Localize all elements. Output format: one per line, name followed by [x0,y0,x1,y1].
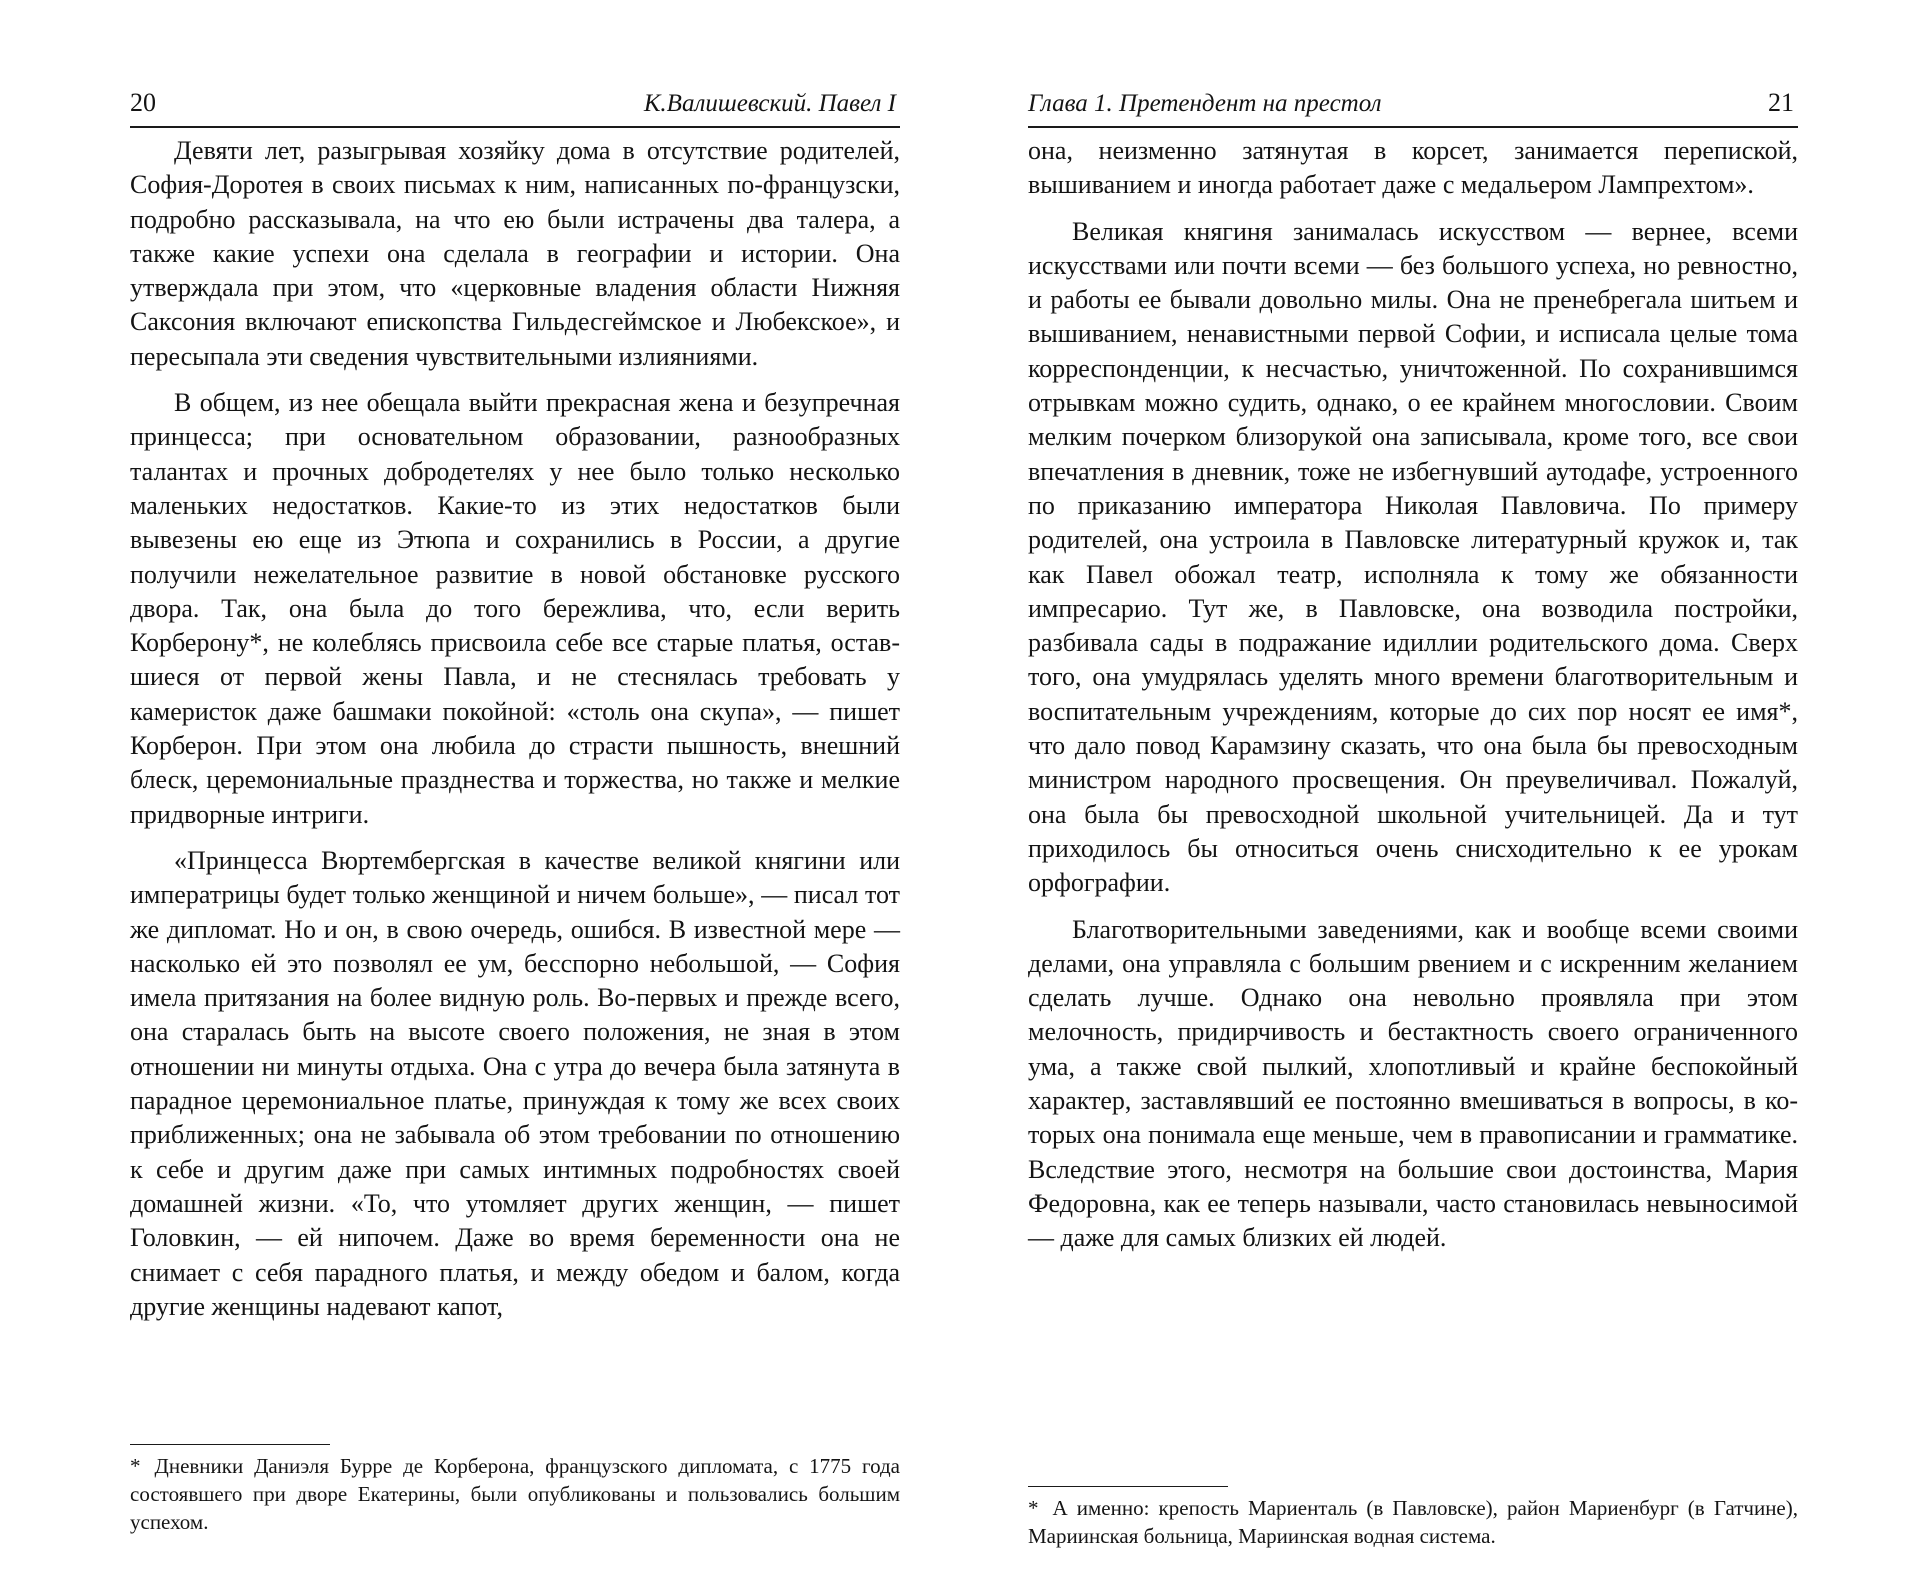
footnote-text: Дневники Даниэля Бурре де Корберона, французского дипломата, с 1775 года состоявшего при дворе Екатерины, были опубликованы и пользовались большим успехом. [130,1454,900,1534]
left-page-header [130,86,900,128]
footnote-mark: * [130,1454,141,1478]
left-page-body [130,134,900,1336]
running-head: Глава 1. Претендент на престол [1028,90,1382,117]
paragraph: Девяти лет, разыгрывая хозяйку дома в отсутствие родителей, София-Доротея в своих письмах к ним, написанных по-французски, подробно рассказывала, на что ею были истрачены два талера, а также какие успехи она сделала в географии и истории. Она утверждала при этом, что «церковные владения области Нижняя Саксония включают епископства Гильдесгеймское и Любекское», и пересыпала эти сведения чувствительными излияниями. [130,136,900,371]
footnote-mark: * [1028,1496,1039,1520]
paragraph: Благотворительными заведениями, как и вообще всеми своими делами, она управляла с большим рвением и с искренним желанием сделать лучше. Однако она невольно проявляла при этом мелочность, придирчивость и бестактность своего ограниченного ума, а также свой пылкий, хлопотливый и крайне беспокойный характер, заставлявший ее постоянно вмешиваться в вопросы, в которых она понимала еще меньше, чем в правописании и грамматике. Вследствие этого, несмотря на большие свои достоинства, Мария Федоровна, как ее теперь называли, часто становилась невыносимой — даже для самых близких ей людей. [1028,914,1798,1253]
footnote [1028,1494,1798,1550]
paragraph: В общем, из нее обещала выйти прекрасная жена и безупречная принцесса; при основательном образовании, разнообразных талантах и прочных добродетелях у нее было только несколько маленьких недостатков. Какие-то из этих недостатков были вывезены ею еще из Этюпа и сохранились в России, а другие получили нежелательное развитие в новой обстановке русского двора. Так, она была до того бережлива, что, если верить Корберону*, не колеблясь присвоила себе все старые платья, оставшиеся от первой жены Павла, и не стеснялась требовать у камеристок даже башмаки покойной: «столь она скупа», — пишет Корберон. При этом она любила до страсти пышность, внешний блеск, церемониальные празднества и торжества, но также и мелкие придворные интриги. [130,388,900,829]
footnote [130,1452,900,1536]
right-page-header [1028,86,1798,128]
page-number: 21 [1768,88,1794,117]
continued-paragraph: она, неизменно затянутая в корсет, занимается перепиской, вышиванием и иногда работает даже с медальером Лампрехтом». [1028,136,1798,200]
paragraph: «Принцесса Вюртембергская в качестве великой княгини или императрицы будет только женщиной и ничем больше», — писал тот же дипломат. Но и он, в свою очередь, ошибся. В известной мере — насколько ей это позволял ее ум, бесспорно небольшой, — София имела притязания на более видную роль. Во-первых и прежде всего, она старалась быть на высоте своего положения, не зная в этом отношении ни минуты отдыха. Она с утра до вечера была затянута в парадное церемониальное платье, принуждая к тому же всех своих приближенных; она не забывала об этом требовании по отношению к себе и другим даже при самых интимных подробностях своей домашней жизни. «То, что утомляет других женщин, — пишет Головкин, — ей нипочем. Даже во время беременности она не снимает с себя парадного платья, и между обедом и балом, когда другие женщины надевают капот, [130,845,900,1321]
right-page-body [1028,134,1798,1268]
footnote-rule [130,1444,330,1445]
page-number: 20 [130,88,156,117]
footnote-text: А именно: крепость Мариенталь (в Павловске), район Мариенбург (в Гатчине), Мариинская больница, Мариинская водная система. [1028,1496,1798,1548]
footnote-rule [1028,1486,1228,1487]
paragraph: Великая княгиня занималась искусством — вернее, всеми искусствами или почти всеми — без большого успеха, но ревностно, и работы ее бывали довольно милы. Она не пренебрегала шитьем и вышиванием, ненавистными первой Софии, и исписала целые тома корреспонденции, к несчастью, уничтоженной. По сохранившимся отрывкам можно судить, однако, о ее крайнем многословии. Своим мелким почерком близорукой она записывала, кроме того, все свои впечатления в дневник, тоже не избегнувший аутодафе, устроенного по приказанию императора Николая Павловича. По примеру родителей, она устроила в Павловске литературный кружок и, так как Павел обожал театр, исполняла к тому же обязанности импресарио. Тут же, в Павловске, она возводила постройки, разбивала сады в подражание идиллии родительского дома. Сверх того, она умудрялась уделять много времени благотворительным и воспитательным учреждениям, которые до сих пор носят ее имя*, что дало повод Карамзину сказать, что она была бы превосходным министром народного просвещения. Он преувеличивал. Пожалуй, она была бы превосходной школьной учительницей. Да и тут приходилось бы относиться очень снисходительно к ее урокам орфографии. [1028,216,1798,898]
running-head: К.Валишевский. Павел I [643,90,896,117]
